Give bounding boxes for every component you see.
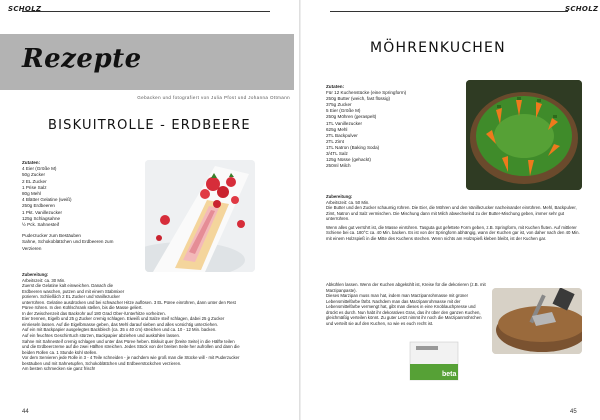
ingredient-item: Für 12 Kuchenstücke (eine Springform) xyxy=(326,90,407,96)
prep-line: Auf ein mit Backpapier ausgelegtes Backblech (ca. 35 x 40 cm) streichen und ca. 10 - 12 Min. backen. xyxy=(22,327,217,333)
ingredient-item: 375g Zucker xyxy=(326,102,352,108)
prep-line: beiden Rollen ca. 1 Stunde kühl stellen. xyxy=(22,349,98,355)
ingredient-item: 2TL Zimt xyxy=(326,138,344,144)
photo-package xyxy=(402,336,468,388)
prep-line: In der Zwischenzeit das Backrohr auf 180 Grad Ober-/Unterhitze vorheizen. xyxy=(22,310,166,316)
prep-line: bestäuben und mit Sahnetupfen, Schokoblättchen und Erdbeerstückchen verzieren. xyxy=(22,360,182,366)
ingredient-item: 625g Mehl xyxy=(326,126,348,132)
recipe-title-moehrenkuchen: MÖHRENKUCHEN xyxy=(370,40,506,56)
brand-right: SCHOLZ xyxy=(565,5,599,13)
ingredient-item: 4 Blätter Gelatine (weiß) xyxy=(22,197,72,203)
ingredient-item: 50g Zucker xyxy=(22,172,45,178)
photo-carrot-cake-top xyxy=(466,80,582,190)
ingredient-item: 3/4TL Salz xyxy=(326,151,348,157)
prep-line: Auf ein feuchtes Geschirrtuch stürzen, Backpapier abziehen und auskühlen lassen. xyxy=(22,333,181,339)
prep-line: pürieren. Schließlich 2 EL Zucker und Vanillezucker xyxy=(22,294,120,300)
prep-line: und die Erdbeercreme auf die zwei Hälften streichen. Jedes Stück von der breiten Seite her aufrollen und dann die xyxy=(22,344,240,350)
ingredient-item: 2 EL Zucker xyxy=(22,178,47,184)
ingredients-label: Zutaten: xyxy=(22,160,41,165)
prep-label: Zubereitung: xyxy=(326,194,353,199)
prep-label: Zubereitung: xyxy=(22,272,49,277)
extra-item: Sahne, Schokoblättchen und Erdbeeren zum xyxy=(22,239,114,245)
prep-line: Sahne mit Sahnesteif cremig schlagen und unter das Püree heben. Biskuit quer (breite Seite) in die Hälfte teilen xyxy=(22,338,235,344)
ingredients-moehrenkuchen xyxy=(326,84,456,169)
prep-time: Arbeitszeit: ca. 50 Min. xyxy=(326,199,370,205)
extra-item: Verzieren xyxy=(22,245,42,251)
recipe-title-biskuitrolle: BISKUITROLLE - ERDBEERE xyxy=(48,118,251,133)
photo-credit: Gebacken und fotografiert von Julia Pfost und Johanna Ottmann xyxy=(137,95,290,100)
ingredient-item: 5 Eier (Größe M) xyxy=(326,108,361,114)
preparation-moehrenkuchen xyxy=(326,194,582,244)
ingredient-item: 250ml Milch xyxy=(326,163,351,169)
ingredient-item: 125g Nüsse (gehackt) xyxy=(326,157,371,163)
preparation-moehrenkuchen-decoration xyxy=(326,282,486,326)
photo-strawberry-roll xyxy=(145,160,255,272)
prep-line: einrieseln lassen. Auf die Eigelbmasse geben, das Mehl darauf sieben und alles vorsichtig unterziehen. xyxy=(22,321,219,327)
ingredient-item: 250g Erdbeeren xyxy=(22,203,55,209)
page-gutter xyxy=(299,0,301,420)
page-number-left: 44 xyxy=(22,409,29,415)
ingredient-item: ½ Pck. Sahnesteif xyxy=(22,222,60,228)
ingredient-item: 125g Schlagsahne xyxy=(22,215,61,221)
ingredient-item: 250g Möhren (geraspelt) xyxy=(326,114,377,120)
ingredient-item: 80g Mehl xyxy=(22,191,41,197)
prep-paragraph: Wenn alles gut verrührt ist, die Masse einrühren. Tasguta gut gefettete Form geben, z.B. Springform, mit Kuchen fluten. Auf mittlerer Schiene bei ca. 180°C ca. 40 Min. backen. Es ist von der Springform abhängig, wann der Kuchen gar ist, von daher nach den 40 Min. mit einem Holzspieß in die Mitte des Kuchens stechen. Wenn nichts am Holzspieß kleben bleibt, ist der Kuchen gar. xyxy=(326,224,580,241)
prep-line: Zuerst die Gelatine kalt einweichen. Danach die xyxy=(22,283,114,289)
prep-line: Eier trennen, Eigelb und 25 g Zucker cremig schlagen. Eiweiß und Salze steif schlagen, dabei 25 g Zucker xyxy=(22,316,225,322)
prep-line: Vor dem Servieren jede Rolle in 3 - 4 Teile schneiden - je nachdem wie groß man die Stücke will - mit Puderzucker xyxy=(22,355,240,361)
prep-paragraph: Dieses Marzipan muss man hat, indem man Marzipanrohmasse mit grüner Lebensmittelfarbe färbt. Nachdem man das Marzipanrohmasse mit der Lebensmittelfarbe vermengt hat, gibt man dieses in eine Knoblauchpresse und drückt es durch. Nun habt ihr dekoratives Gras, das ihr über den ganzen Kuchen, gleichmäßig verteilen könnt. Zu guter Letzt nimmt ihr noch die Marzipanmöhrchen und verteilt sie auf den Kuchen, so wie es euch recht ist. xyxy=(326,293,482,326)
ingredients-biskuitrolle xyxy=(22,160,142,252)
prep-line: Püree rühren. In den Kühlschrank stellen, bis die Masse geliert. xyxy=(22,305,143,311)
header-rule-left xyxy=(22,11,270,12)
ingredients-label: Zutaten: xyxy=(326,84,345,89)
ingredient-item: 4 Eier (Größe M) xyxy=(22,166,57,172)
photo-carrot-cake-slice xyxy=(492,288,582,354)
banner-title: Rezepte xyxy=(22,44,142,74)
prep-line: Am besten schmecken sie ganz frisch! xyxy=(22,366,96,372)
ingredient-item: 1TL Vanillezucker xyxy=(326,120,363,126)
page-number-right: 45 xyxy=(570,409,577,415)
extra-item: Puderzucker zum Bestäuben xyxy=(22,233,81,239)
preparation-biskuitrolle xyxy=(22,272,290,372)
ingredient-item: 2TL Backpulver xyxy=(326,132,358,138)
prep-paragraph: Abkühlen lassen. Wenn der Kuchen abgekühlt ist, Kreise für die dekorieren (z.B. mit Marzipanpaste). xyxy=(326,282,486,293)
brand-left: SCHOLZ xyxy=(8,5,42,13)
prep-time: Arbeitszeit: ca. 30 Min. xyxy=(22,277,66,283)
ingredient-item: 1 Prise Salz xyxy=(22,184,47,190)
ingredient-item: 1TL Natron (Baking Soda) xyxy=(326,144,380,150)
prep-paragraph: Die Butter und den Zucker schaumig rühren. Die Eier, die Möhren und den Vanillezucker nacheinander einrühren. Mehl, Backpulver, Zimt, Natron und Salz vermischen. Die Mischung dann mit Milch abwechselnd zu der Butter-Mischung geben, immer sehr gut unterrühren. xyxy=(326,205,577,221)
header-rule-right xyxy=(330,11,568,12)
prep-line: unterrühren. Gelatine ausdrücken und bei schwacher Hitze auflösen. 3 EL Püree einrühren, dann unter den Rest xyxy=(22,299,236,305)
ingredient-item: 1 Pkt. Vanillezucker xyxy=(22,209,62,215)
package-label: beta xyxy=(442,371,457,378)
prep-line: Erdbeeren waschen, putzen und mit einem Stabmixer xyxy=(22,288,125,294)
ingredient-item: 250g Butter (weich, fast flüssig) xyxy=(326,96,391,102)
